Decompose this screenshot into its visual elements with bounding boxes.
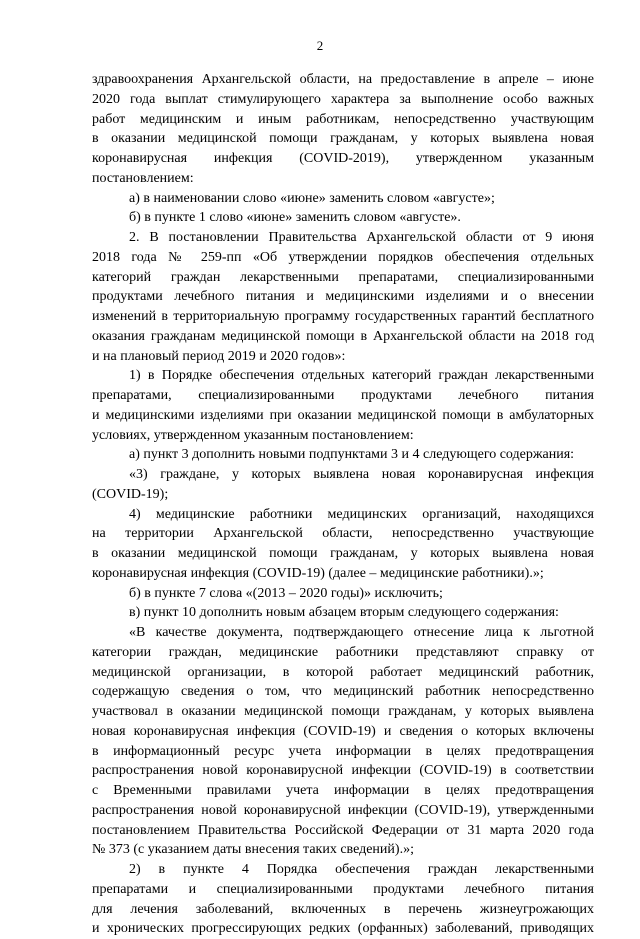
text-line: категории граждан, медицинские работники представляют справку от [92, 644, 594, 660]
text-line: в информационный ресурс учета информации в целях предотвращения [92, 743, 594, 759]
page-number: 2 [316, 38, 324, 53]
text-line: № 373 (с указанием даты внесения таких сведений).»; [92, 842, 414, 858]
document-body [92, 70, 594, 939]
text-line: изменений в территориальную программу государственных гарантий бесплатного [92, 309, 594, 324]
text-line: в оказании медицинской помощи гражданам, у которых выявлена новая [92, 131, 594, 147]
text-line: а) пункт 3 дополнить новыми подпунктами 3 и 4 следующего содержания: [129, 447, 575, 463]
text-line: оказания гражданам медицинской помощи в Архангельской области на 2018 год [92, 328, 594, 344]
text-line: участвовал в оказании медицинской помощи гражданам, у которых выявлена [92, 704, 594, 719]
text-line: распространения новой коронавирусной инфекции (COVID-19), утвержденными [92, 802, 594, 818]
text-line: 4) медицинские работники медицинских организаций, находящихся [129, 506, 594, 522]
text-line: и медицинскими изделиями при оказании медицинской помощи в амбулаторных [92, 407, 594, 423]
text-line: «В качестве документа, подтверждающего отнесение лица к льготной [129, 625, 594, 640]
text-line: препаратами и специализированными продуктами лечебного питания [92, 881, 594, 897]
text-line: на территории Архангельской области, непосредственно участвующие [92, 526, 594, 542]
text-line: коронавирусная инфекция (COVID-19) (далее – медицинские работники).»; [92, 565, 544, 581]
text-line: содержащую сведения о том, что медицинский работник непосредственно [92, 684, 594, 700]
text-line: здравоохранения Архангельской области, на предоставление в апреле – июне [92, 72, 594, 87]
text-line: 2) в пункте 4 Порядка обеспечения граждан лекарственными [129, 862, 594, 877]
text-line: в) пункт 10 дополнить новым абзацем вторым следующего содержания: [129, 605, 559, 621]
text-line: и хронических прогрессирующих редких (орфанных) заболеваний, приводящих [92, 921, 594, 937]
text-line: условиях, утвержденном указанным постановлением: [92, 427, 414, 443]
text-line: 2. В постановлении Правительства Архангельской области от 9 июня [129, 230, 594, 245]
text-line: для лечения заболеваний, включенных в перечень жизнеугрожающих [92, 901, 594, 917]
text-line: 2018 года № 259-пп «Об утверждении порядков обеспечения отдельных [92, 249, 594, 265]
text-line: постановлением Правительства Российской Федерации от 31 марта 2020 года [92, 822, 594, 838]
text-line: продуктами лечебного питания и медицинскими изделиями и о внесении [92, 289, 594, 305]
text-line: 1) в Порядке обеспечения отдельных категорий граждан лекарственными [129, 368, 594, 384]
text-line: категорий граждан лекарственными препаратами, специализированными [92, 269, 594, 285]
text-line: (COVID-19); [92, 486, 169, 502]
text-line: и на плановый период 2019 и 2020 годов»: [92, 348, 346, 364]
text-line: распространения новой коронавирусной инфекции (COVID-19) в соответствии [92, 763, 594, 779]
text-line: б) в пункте 1 слово «июне» заменить словом «августе». [129, 210, 461, 226]
text-line: б) в пункте 7 слова «(2013 – 2020 годы)» исключить; [129, 585, 443, 601]
text-line: 2020 года выплат стимулирующего характера за выполнение особо важных [92, 91, 594, 107]
text-line: с Временными правилами учета информации в целях предотвращения [92, 783, 594, 798]
text-line: постановлением: [92, 170, 194, 186]
text-line: работ медицинским и иным работникам, непосредственно участвующим [92, 111, 594, 127]
text-line: новая коронавирусная инфекция (COVID-19) и сведения о которых включены [92, 723, 594, 739]
text-line: а) в наименовании слово «июне» заменить словом «августе»; [129, 190, 495, 206]
text-line: препаратами, специализированными продуктами лечебного питания [92, 388, 594, 403]
text-line: медицинской организации, в которой работает медицинский работник, [92, 664, 594, 680]
text-line: коронавирусная инфекция (COVID-2019), утвержденном указанным [92, 151, 594, 166]
text-line: «3) граждане, у которых выявлена новая коронавирусная инфекция [129, 467, 594, 482]
text-line: в оказании медицинской помощи гражданам, у которых выявлена новая [92, 546, 594, 561]
